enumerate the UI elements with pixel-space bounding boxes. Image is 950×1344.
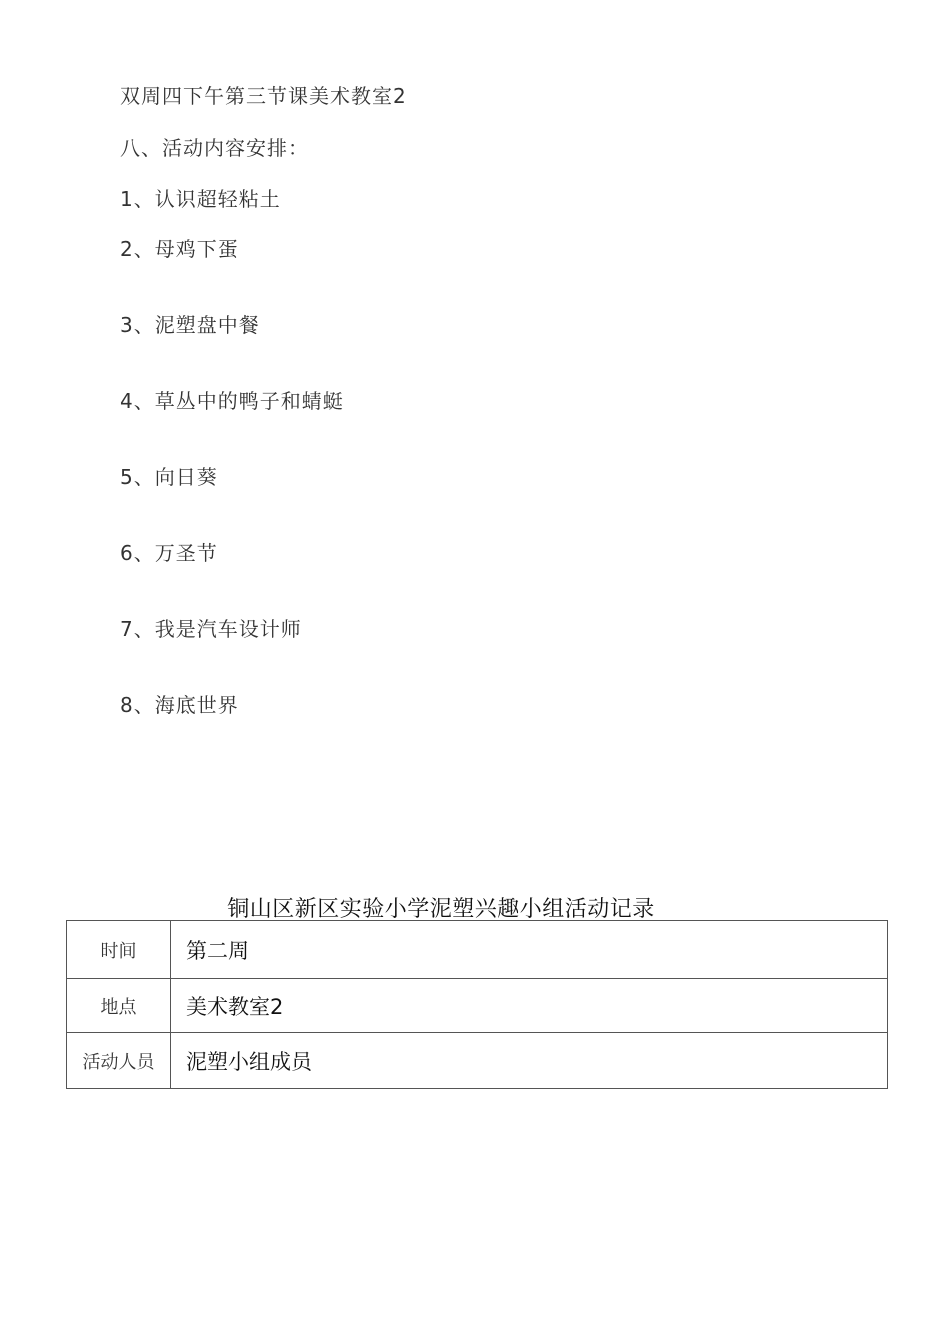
list-item: 2、母鸡下蛋 — [120, 237, 239, 261]
list-item: 4、草丛中的鸭子和蜻蜓 — [120, 389, 344, 413]
table-row — [67, 979, 888, 1033]
list-item: 5、向日葵 — [120, 465, 218, 489]
table-row — [67, 1033, 888, 1089]
row-label-location: 地点 — [67, 979, 171, 1033]
list-item: 1、认识超轻粘土 — [120, 187, 281, 211]
list-item: 8、海底世界 — [120, 693, 239, 717]
row-value-participants: 泥塑小组成员 — [171, 1033, 888, 1089]
section-heading: 八、活动内容安排： — [120, 136, 309, 160]
row-label-participants: 活动人员 — [67, 1033, 171, 1089]
row-value-time: 第二周 — [171, 921, 888, 979]
row-label-time: 时间 — [67, 921, 171, 979]
schedule-line: 双周四下午第三节课美术教室2 — [120, 84, 407, 108]
list-item: 7、我是汽车设计师 — [120, 617, 302, 641]
record-title: 铜山区新区实验小学泥塑兴趣小组活动记录 — [227, 897, 655, 922]
list-item: 3、泥塑盘中餐 — [120, 313, 260, 337]
list-item: 6、万圣节 — [120, 541, 218, 565]
row-value-location: 美术教室2 — [171, 979, 888, 1033]
table-row — [67, 921, 888, 979]
record-table — [66, 920, 888, 1089]
